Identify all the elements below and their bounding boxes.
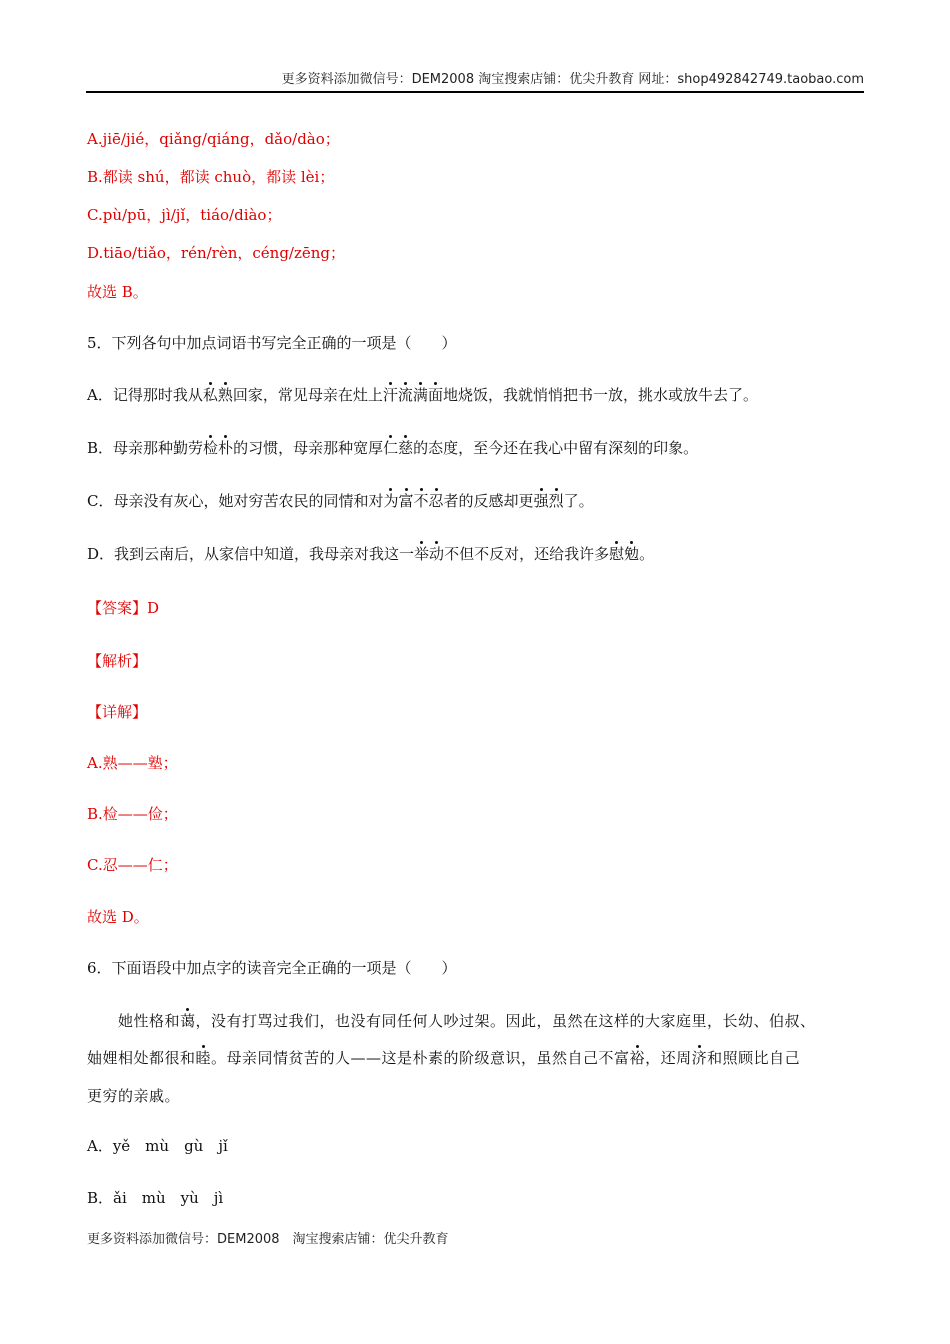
q5-d-dotted-word-2: [609, 545, 639, 563]
q5-a-dotted-word-2: [383, 386, 443, 404]
q5-c-dotted-word-2: [534, 492, 564, 510]
q5-d-text-2: 不但不反对，还给我许多: [444, 545, 610, 563]
q6-passage-line-1: [118, 1010, 816, 1032]
emphasis-dot-char: 强: [533, 492, 549, 510]
q6-p2-dotted-char-2: [630, 1049, 646, 1067]
q6-p1-text-2: ，没有打骂过我们，也没有同任何人吵过架。因此，虽然在这样的大家庭里，长幼、伯叔、: [195, 1012, 816, 1030]
q6-p2-dotted-char-3: [692, 1049, 708, 1067]
q4-analysis-d: D.tiāo/tiǎo，rén/rèn，céng/zēng；: [87, 244, 346, 262]
emphasis-dot-char: 仁: [383, 439, 399, 457]
emphasis-dot-char: 为: [383, 492, 399, 510]
q5-a-text-1: A．记得那时我从: [87, 386, 203, 404]
emphasis-dot-char: 私: [202, 386, 218, 404]
q5-option-c: [87, 490, 594, 512]
q5-b-dotted-word-1: [203, 439, 233, 457]
emphasis-dot-char: 济: [691, 1049, 708, 1067]
q6-p1-dotted-char-1: [180, 1012, 196, 1030]
q5-c-text-3: 了。: [563, 492, 594, 510]
q5-b-text-1: B．母亲那种勤劳: [87, 439, 204, 457]
q5-conclusion: 故选 D。: [87, 908, 149, 926]
q5-option-b: [87, 437, 698, 459]
q5-detail-c: C.忍——仁；: [87, 856, 178, 874]
page-header: 更多资料添加微信号：DEM2008 淘宝搜索店铺：优尖升教育 网址：shop492842749.taobao.com: [86, 68, 864, 93]
q6-p2-text-3: ，还周: [645, 1049, 692, 1067]
q6-stem: 6．下面语段中加点字的读音完全正确的一项是（ ）: [87, 959, 457, 977]
q4-analysis-b: B.都读 shú，都读 chuò，都读 lèi；: [87, 168, 335, 186]
emphasis-dot-char: 慈: [398, 439, 414, 457]
q5-d-text-1: D．我到云南后，从家信中知道，我母亲对我这一: [87, 545, 415, 563]
q5-detail-label: 【详解】: [87, 703, 148, 721]
emphasis-dot-char: 熟: [217, 386, 233, 404]
emphasis-dot-char: 裕: [629, 1049, 646, 1067]
q4-analysis-c: C.pù/pū，jì/jǐ，tiáo/diào；: [87, 206, 282, 224]
emphasis-dot-char: 睦: [195, 1049, 212, 1067]
emphasis-dot-char: 流: [397, 386, 413, 404]
q6-p2-text-2: 。母亲同情贫苦的人——这是朴素的阶级意识，虽然自己不富: [211, 1049, 630, 1067]
page-footer: 更多资料添加微信号：DEM2008 淘宝搜索店铺：优尖升教育: [87, 1232, 449, 1247]
q5-b-text-2: 的习惯，母亲那种宽厚: [233, 439, 384, 457]
emphasis-dot-char: 面: [427, 386, 443, 404]
q6-p2-dotted-char-1: [196, 1049, 212, 1067]
emphasis-dot-char: 不: [413, 492, 429, 510]
q5-a-text-3: 地烧饭，我就悄悄把书一放，挑水或放牛去了。: [442, 386, 758, 404]
q6-passage-line-3: 更穷的亲戚。: [87, 1087, 181, 1105]
emphasis-dot-char: 蔼: [180, 1012, 196, 1030]
q6-p2-text-4: 和照顾比自己: [707, 1049, 801, 1067]
emphasis-dot-char: 朴: [218, 439, 234, 457]
q5-detail-b: B.检——俭；: [87, 805, 178, 823]
q5-option-d: [87, 543, 654, 565]
q5-c-text-1: C．母亲没有灰心，她对穷苦农民的同情和对: [87, 492, 384, 510]
q6-option-b: B．ǎi mù yù jì: [87, 1189, 224, 1207]
q6-p2-text-1: 妯娌相处都很和: [87, 1049, 196, 1067]
emphasis-dot-char: 汗: [382, 386, 398, 404]
emphasis-dot-char: 慰: [609, 545, 625, 563]
q5-a-text-2: 回家，常见母亲在灶上: [232, 386, 383, 404]
q5-c-text-2: 者的反感却更: [443, 492, 534, 510]
emphasis-dot-char: 动: [429, 545, 445, 563]
q5-analysis-label: 【解析】: [87, 652, 148, 670]
q4-analysis-a: A.jiē/jié，qiǎng/qiáng，dǎo/dào；: [87, 130, 340, 148]
emphasis-dot-char: 满: [412, 386, 428, 404]
emphasis-dot-char: 举: [414, 545, 430, 563]
q4-conclusion: 故选 B。: [87, 283, 148, 301]
q5-c-dotted-word-1: [383, 492, 443, 510]
q5-d-dotted-word-1: [414, 545, 444, 563]
q5-b-text-3: 的态度，至今还在我心中留有深刻的印象。: [413, 439, 699, 457]
q5-option-a: [87, 384, 758, 406]
q6-p1-text-1: 她性格和: [118, 1012, 181, 1030]
emphasis-dot-char: 检: [203, 439, 219, 457]
q5-detail-a: A.熟——塾；: [87, 754, 178, 772]
q5-a-dotted-word-1: [203, 386, 233, 404]
emphasis-dot-char: 勉: [624, 545, 640, 563]
emphasis-dot-char: 烈: [548, 492, 564, 510]
emphasis-dot-char: 忍: [428, 492, 444, 510]
q6-passage-line-2: [87, 1047, 800, 1069]
q6-option-a: A．yě mù gù jǐ: [87, 1137, 228, 1155]
q5-b-dotted-word-2: [383, 439, 413, 457]
emphasis-dot-char: 富: [398, 492, 414, 510]
q5-stem: 5．下列各句中加点词语书写完全正确的一项是（ ）: [87, 334, 457, 352]
q5-answer: 【答案】D: [87, 599, 160, 617]
q5-d-text-3: 。: [639, 545, 655, 563]
